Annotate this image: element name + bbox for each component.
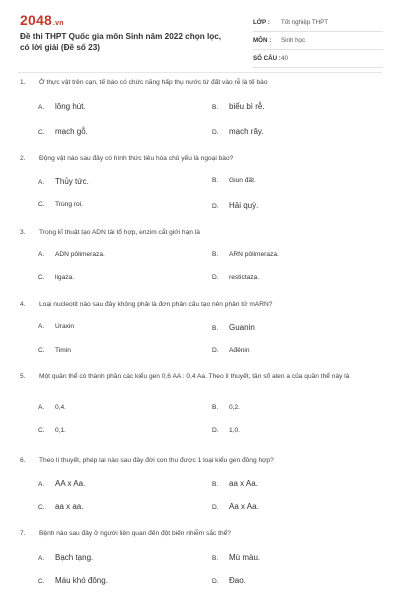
question-body: Loại nucleotit nào sau đây không phải là đơn phân cấu tạo nên phân tử mARN?: [39, 301, 273, 308]
meta-key: LỚP :: [253, 19, 270, 26]
option-b[interactable]: [212, 323, 255, 332]
option-d[interactable]: [212, 427, 240, 434]
option-letter: D.: [212, 274, 219, 281]
option-text: 0,1.: [55, 427, 66, 434]
option-letter: C.: [38, 201, 45, 208]
option-b[interactable]: [212, 102, 265, 111]
question-body: Trong kĩ thuật tạo ADN tái tổ hợp, enzim cắt giới hạn là: [39, 229, 200, 236]
option-text: Timin: [55, 347, 71, 354]
option-letter: A.: [38, 104, 45, 111]
question-number: 2.: [20, 155, 26, 162]
question-text: [20, 372, 380, 382]
meta-value: 40: [281, 55, 288, 62]
option-b[interactable]: [212, 251, 279, 258]
option-letter: C.: [38, 427, 45, 434]
question-text: [20, 154, 380, 164]
option-c[interactable]: [38, 201, 83, 208]
option-text: Hải quỳ.: [229, 201, 259, 210]
option-letter: B.: [212, 177, 219, 184]
question-text: [20, 529, 380, 539]
option-text: Đao.: [229, 576, 246, 585]
option-letter: D.: [212, 129, 219, 136]
option-c[interactable]: [38, 274, 74, 281]
question-body: Động vật nào sau đây có hình thức tiêu hóa chủ yếu là ngoại bào?: [39, 155, 234, 162]
option-letter: A.: [38, 404, 45, 411]
option-text: Guanin: [229, 323, 255, 332]
option-letter: D.: [212, 578, 219, 585]
option-text: ARN pôlimeraza.: [229, 251, 279, 258]
option-text: Trùng roi.: [55, 201, 83, 208]
option-letter: B.: [212, 404, 219, 411]
option-text: lông hút.: [55, 102, 86, 111]
option-text: mạch rây.: [229, 127, 264, 136]
option-letter: C.: [38, 129, 45, 136]
option-c[interactable]: [38, 347, 71, 354]
option-letter: A.: [38, 555, 45, 562]
question-number: 4.: [20, 301, 26, 308]
option-text: Mù màu.: [229, 553, 261, 562]
option-text: Giun đất.: [229, 177, 256, 184]
question-number: 3.: [20, 229, 26, 236]
option-d[interactable]: [212, 576, 246, 585]
header-divider: [18, 72, 382, 73]
option-letter: C.: [38, 274, 45, 281]
option-b[interactable]: [212, 404, 240, 411]
option-d[interactable]: [212, 201, 258, 210]
meta-key: MÔN :: [253, 37, 272, 44]
option-text: Aa x Aa.: [229, 502, 259, 511]
option-letter: B.: [212, 251, 219, 258]
option-text: ligaza.: [55, 274, 75, 281]
option-letter: D.: [212, 427, 219, 434]
option-text: aa x aa.: [55, 502, 84, 511]
option-b[interactable]: [212, 553, 260, 562]
question-number: 6.: [20, 457, 26, 464]
question-text: [20, 300, 380, 310]
option-b[interactable]: [212, 479, 258, 488]
option-a[interactable]: [38, 323, 74, 330]
question-body: Một quần thể có thành phần các kiểu gen 0,6 AA : 0,4 Aa. Theo lí thuyết, tần số alen a của quần thể này là: [39, 373, 350, 380]
option-text: restictaza.: [229, 274, 260, 281]
option-text: 0,4.: [55, 404, 66, 411]
option-a[interactable]: [38, 553, 93, 562]
option-text: aa x Aa.: [229, 479, 258, 488]
option-letter: B.: [212, 555, 219, 562]
option-b[interactable]: [212, 177, 256, 184]
option-a[interactable]: [38, 102, 86, 111]
option-text: ADN pôlimeraza.: [55, 251, 105, 258]
question-body: Theo lí thuyết, phép lai nào sau đây đời con thu được 1 loại kiểu gen đồng hợp?: [39, 457, 274, 464]
meta-key: SỐ CÂU :: [253, 55, 281, 62]
option-letter: C.: [38, 504, 45, 511]
meta-row-count: [253, 50, 383, 68]
option-d[interactable]: [212, 127, 264, 136]
option-d[interactable]: [212, 347, 250, 354]
option-a[interactable]: [38, 177, 89, 186]
option-d[interactable]: [212, 274, 259, 281]
option-letter: A.: [38, 251, 45, 258]
option-text: Thủy tức.: [55, 177, 89, 186]
option-letter: A.: [38, 179, 45, 186]
logo-tld: .vn: [52, 20, 64, 27]
option-letter: D.: [212, 203, 219, 210]
option-c[interactable]: [38, 502, 83, 511]
header: [0, 0, 400, 74]
option-letter: B.: [212, 325, 219, 332]
option-text: 0,2.: [229, 404, 240, 411]
question-number: 5.: [20, 373, 26, 380]
option-letter: D.: [212, 347, 219, 354]
meta-value: Tốt nghiệp THPT: [281, 19, 329, 26]
meta-row-class: [253, 14, 383, 32]
option-c[interactable]: [38, 427, 66, 434]
option-c[interactable]: [38, 576, 108, 585]
meta-row-subject: [253, 32, 383, 50]
option-text: AA x Aa.: [55, 479, 86, 488]
option-text: Máu khó đông.: [55, 576, 108, 585]
option-a[interactable]: [38, 251, 105, 258]
option-text: mạch gỗ.: [55, 127, 88, 136]
option-text: 1,0.: [229, 427, 240, 434]
option-c[interactable]: [38, 127, 88, 136]
option-letter: B.: [212, 481, 219, 488]
question-text: [20, 78, 380, 88]
exam-title: Đề thi THPT Quốc gia môn Sinh năm 2022 chọn lọc, có lời giải (Đề số 23): [20, 32, 222, 52]
option-text: Ađênin: [229, 347, 250, 354]
option-letter: A.: [38, 323, 45, 330]
site-logo[interactable]: [20, 12, 64, 28]
question-body: Ở thực vật trên cạn, tế bào có chức năng hấp thụ nước từ đất vào rễ là tế bào: [39, 79, 268, 86]
logo-text: 2048: [20, 12, 52, 28]
option-letter: A.: [38, 481, 45, 488]
exam-meta: [253, 14, 383, 68]
question-text: [20, 456, 380, 466]
option-d[interactable]: [212, 502, 259, 511]
option-letter: C.: [38, 347, 45, 354]
option-text: Uraxin: [55, 323, 75, 330]
option-text: Bạch tạng.: [55, 553, 94, 562]
option-a[interactable]: [38, 404, 66, 411]
option-text: biểu bì rễ.: [229, 102, 265, 111]
option-letter: C.: [38, 578, 45, 585]
option-a[interactable]: [38, 479, 85, 488]
question-number: 1.: [20, 79, 26, 86]
question-body: Bệnh nào sau đây ở người liên quan đến đột biến nhiễm sắc thể?: [39, 530, 231, 537]
question-text: [20, 228, 380, 238]
option-letter: B.: [212, 104, 219, 111]
question-number: 7.: [20, 530, 26, 537]
meta-value: Sinh học: [281, 37, 306, 44]
option-letter: D.: [212, 504, 219, 511]
